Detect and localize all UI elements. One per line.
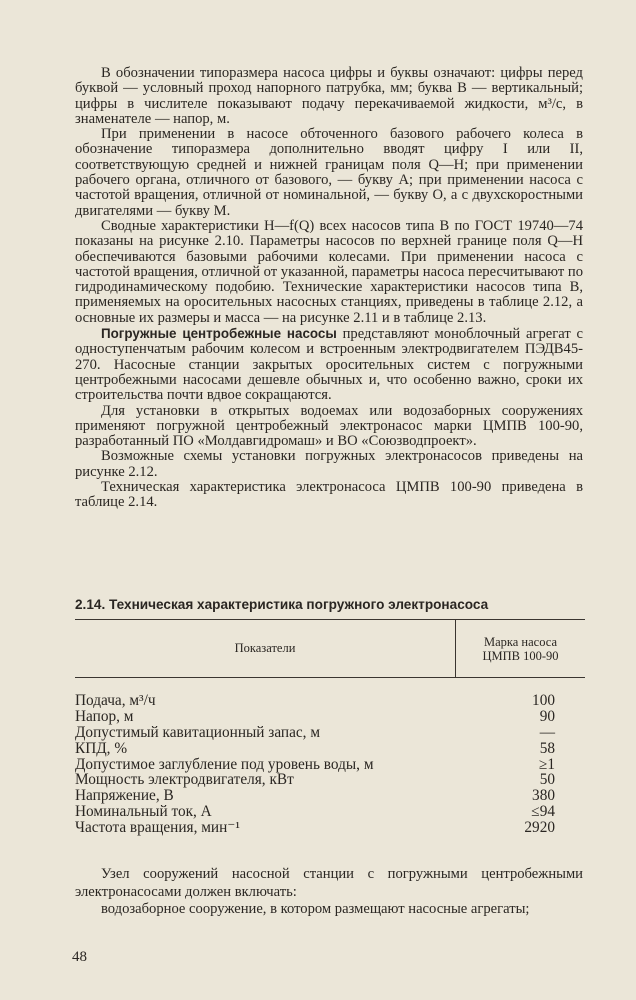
row-value: ≤94 <box>531 803 555 821</box>
table-row <box>75 772 585 788</box>
closing-text <box>75 866 583 919</box>
table-row <box>75 757 585 773</box>
row-value: 2920 <box>524 819 555 837</box>
row-value: 100 <box>532 692 555 709</box>
row-label: Подача, м³/ч <box>75 692 156 709</box>
table-row <box>75 804 585 820</box>
row-label: Допустимый кавитационный запас, м <box>75 723 321 741</box>
row-label: Напор, м <box>75 707 134 725</box>
table-title: 2.14. Техническая характеристика погружного электронасоса <box>75 597 489 612</box>
table-row <box>75 693 585 709</box>
table-row <box>75 820 585 836</box>
paragraph-intake: водозаборное сооружение, в котором размещают насосные агрегаты; <box>101 901 530 918</box>
table-row <box>75 741 585 757</box>
row-value: — <box>539 723 555 741</box>
row-label: КПД, % <box>75 739 128 757</box>
paragraph-impeller: При применении в насосе обточенного базового рабочего колеса в обозначение типоразмера дополнительно вводят цифру I или II, соответствующую средней и нижней границам поля Q—H; при применении рабочего органа, отличного от базового, — букву А; при применении насоса с частотой вращения, отличной от номинальной, — букву О, а с двухскоростными двигателями — букву М. <box>75 126 583 219</box>
row-label: Допустимое заглубление под уровень воды, м <box>75 755 374 773</box>
row-label: Частота вращения, мин⁻¹ <box>75 819 240 837</box>
row-label: Номинальный ток, А <box>75 803 212 821</box>
table-row <box>75 709 585 725</box>
table-header-pump-model <box>456 620 585 677</box>
paragraph-designation: В обозначении типоразмера насоса цифры и буквы означают: цифры перед буквой — условный проход напорного патрубка, мм; буква В — вертикальный; цифры в числителе показывают подачу перекачиваемой жидкости, м³/с, в знаменателе — напор, м. <box>75 65 583 127</box>
row-value: 50 <box>539 771 555 789</box>
table-header-pump-model-line1: Марка насоса <box>483 634 558 649</box>
table-header-pump-model-line2: ЦМПВ 100-90 <box>482 648 559 663</box>
paragraph-characteristics: Сводные характеристики H—f(Q) всех насосов типа В по ГОСТ 19740—74 показаны на рисунке 2.10. Параметры насосов по верхней границе поля Q—H обеспечиваются базовыми рабочими колесами. При применении насоса с частотой вращения, отличной от указанной, параметры насоса пересчитывают по гидродинамическому подобию. Технические характеристики насосов типа В, применяемых на оросительных насосных станциях, приведены в таблице 2.12, а основные их размеры и масса — на рисунке 2.11 и в таблице 2.13. <box>75 217 583 326</box>
table-body <box>75 693 585 836</box>
row-value: 90 <box>539 707 555 725</box>
table-row <box>75 725 585 741</box>
page-number: 48 <box>72 949 87 965</box>
table-row <box>75 788 585 804</box>
row-value: 380 <box>532 787 555 805</box>
paragraph-installation: Для установки в открытых водоемах или водозаборных сооружениях применяют погружной центробежный электронасос марки ЦМПВ 100-90, разработанный ПО «Молдавгидромаш» и ВО «Союзводпроект». <box>75 402 583 450</box>
paragraph-submersible <box>75 326 583 403</box>
paragraph-submersible-text: представляют моноблочный агрегат с одноступенчатым рабочим колесом и встроенным электродвигателем ПЭДВ45-270. Насосные станции закрытых оросительных систем с погружными центробежными насосами дешевле обычных и, что особенно важно, сроки их строительства почти вдвое сокращаются. <box>75 326 583 404</box>
paragraph-table-ref: Техническая характеристика электронасоса ЦМПВ 100-90 приведена в таблице 2.14. <box>75 479 583 511</box>
table-header-rule <box>75 677 585 678</box>
row-value: ≥1 <box>538 755 555 773</box>
row-label: Напряжение, В <box>75 787 174 805</box>
paragraph-schemes: Возможные схемы установки погружных электронасосов приведены на рисунке 2.12. <box>75 448 583 480</box>
body-text <box>75 66 583 511</box>
table-header-indicators: Показатели <box>234 641 296 655</box>
paragraph-station-node: Узел сооружений насосной станции с погружными центробежными электронасосами должен включать: <box>75 866 583 900</box>
term-submersible-pumps: Погружные центробежные насосы <box>101 326 337 342</box>
row-label: Мощность электродвигателя, кВт <box>75 771 294 789</box>
row-value: 58 <box>539 739 555 757</box>
